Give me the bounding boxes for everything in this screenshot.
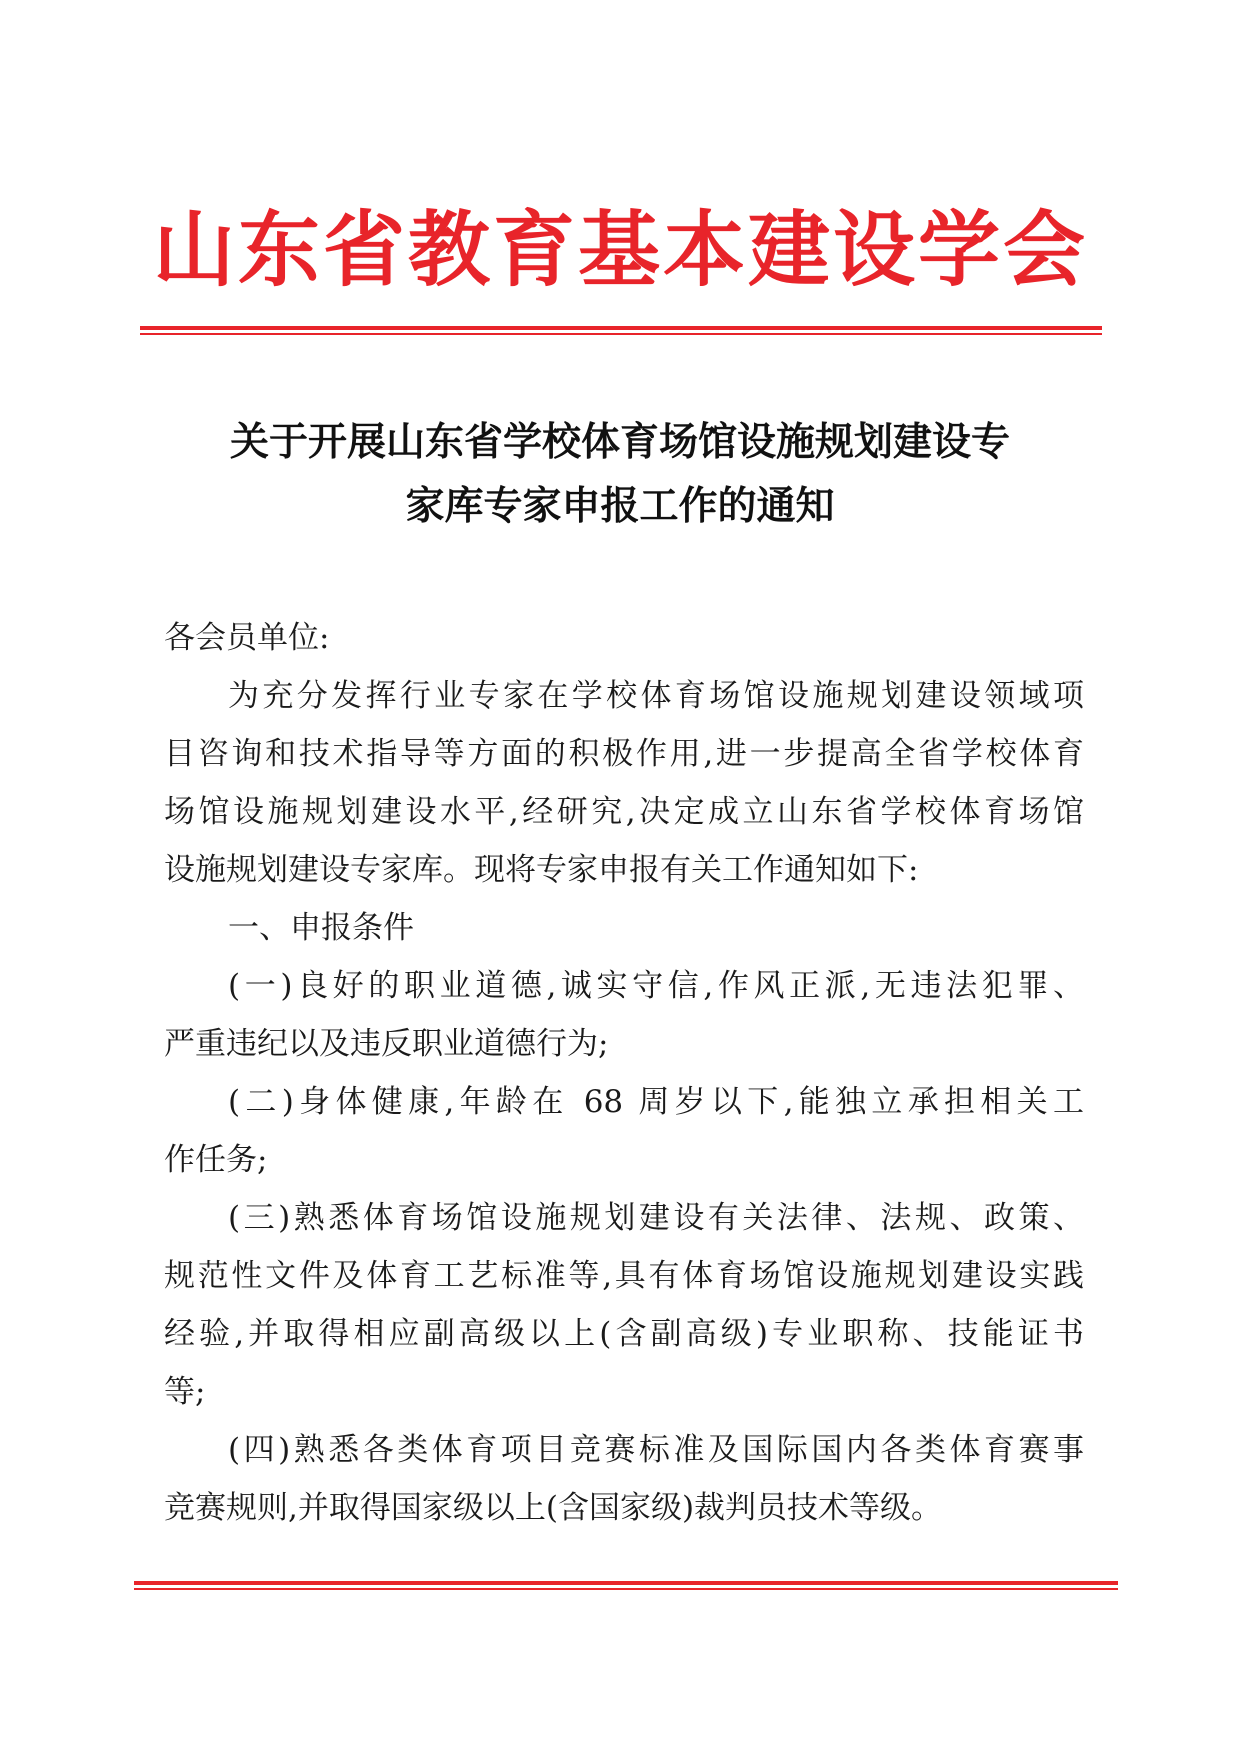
paragraph-line: 严重违纪以及违反职业道德行为; xyxy=(164,1026,609,1062)
salutation: 各会员单位: xyxy=(164,620,330,656)
title-line-2: 家库专家申报工作的通知 xyxy=(405,483,835,529)
paragraph-line: 场馆设施规划建设水平,经研究,决定成立山东省学校体育场馆 xyxy=(164,794,1084,830)
organization-header: 山东省教育基本建设学会 xyxy=(152,202,1088,298)
paragraph-line: 设施规划建设专家库。现将专家申报有关工作通知如下: xyxy=(164,852,919,888)
paragraph-line: (一)良好的职业道德,诚实守信,作风正派,无违法犯罪、 xyxy=(228,968,1084,1004)
paragraph-line: 等; xyxy=(164,1374,206,1410)
paragraph-line: 竞赛规则,并取得国家级以上(含国家级)裁判员技术等级。 xyxy=(164,1490,943,1526)
header-divider xyxy=(140,326,1102,335)
paragraph-line: 规范性文件及体育工艺标准等,具有体育场馆设施规划建设实践 xyxy=(164,1258,1084,1294)
paragraph-line: (三)熟悉体育场馆设施规划建设有关法律、法规、政策、 xyxy=(228,1200,1084,1236)
footer-divider xyxy=(134,1581,1118,1590)
paragraph-line: 作任务; xyxy=(164,1142,268,1178)
section-heading: 一、申报条件 xyxy=(228,910,414,946)
paragraph-line: 经验,并取得相应副高级以上(含副高级)专业职称、技能证书 xyxy=(164,1316,1084,1352)
title-line-1: 关于开展山东省学校体育场馆设施规划建设专 xyxy=(229,419,1010,465)
document-body xyxy=(164,609,1084,1537)
paragraph-line: 目咨询和技术指导等方面的积极作用,进一步提高全省学校体育 xyxy=(164,736,1084,772)
paragraph-line: (二)身体健康,年龄在 68 周岁以下,能独立承担相关工 xyxy=(228,1084,1084,1120)
paragraph-line: 为充分发挥行业专家在学校体育场馆设施规划建设领域项 xyxy=(228,678,1084,714)
document-title xyxy=(150,410,1090,538)
paragraph-line: (四)熟悉各类体育项目竞赛标准及国际国内各类体育赛事 xyxy=(228,1432,1084,1468)
